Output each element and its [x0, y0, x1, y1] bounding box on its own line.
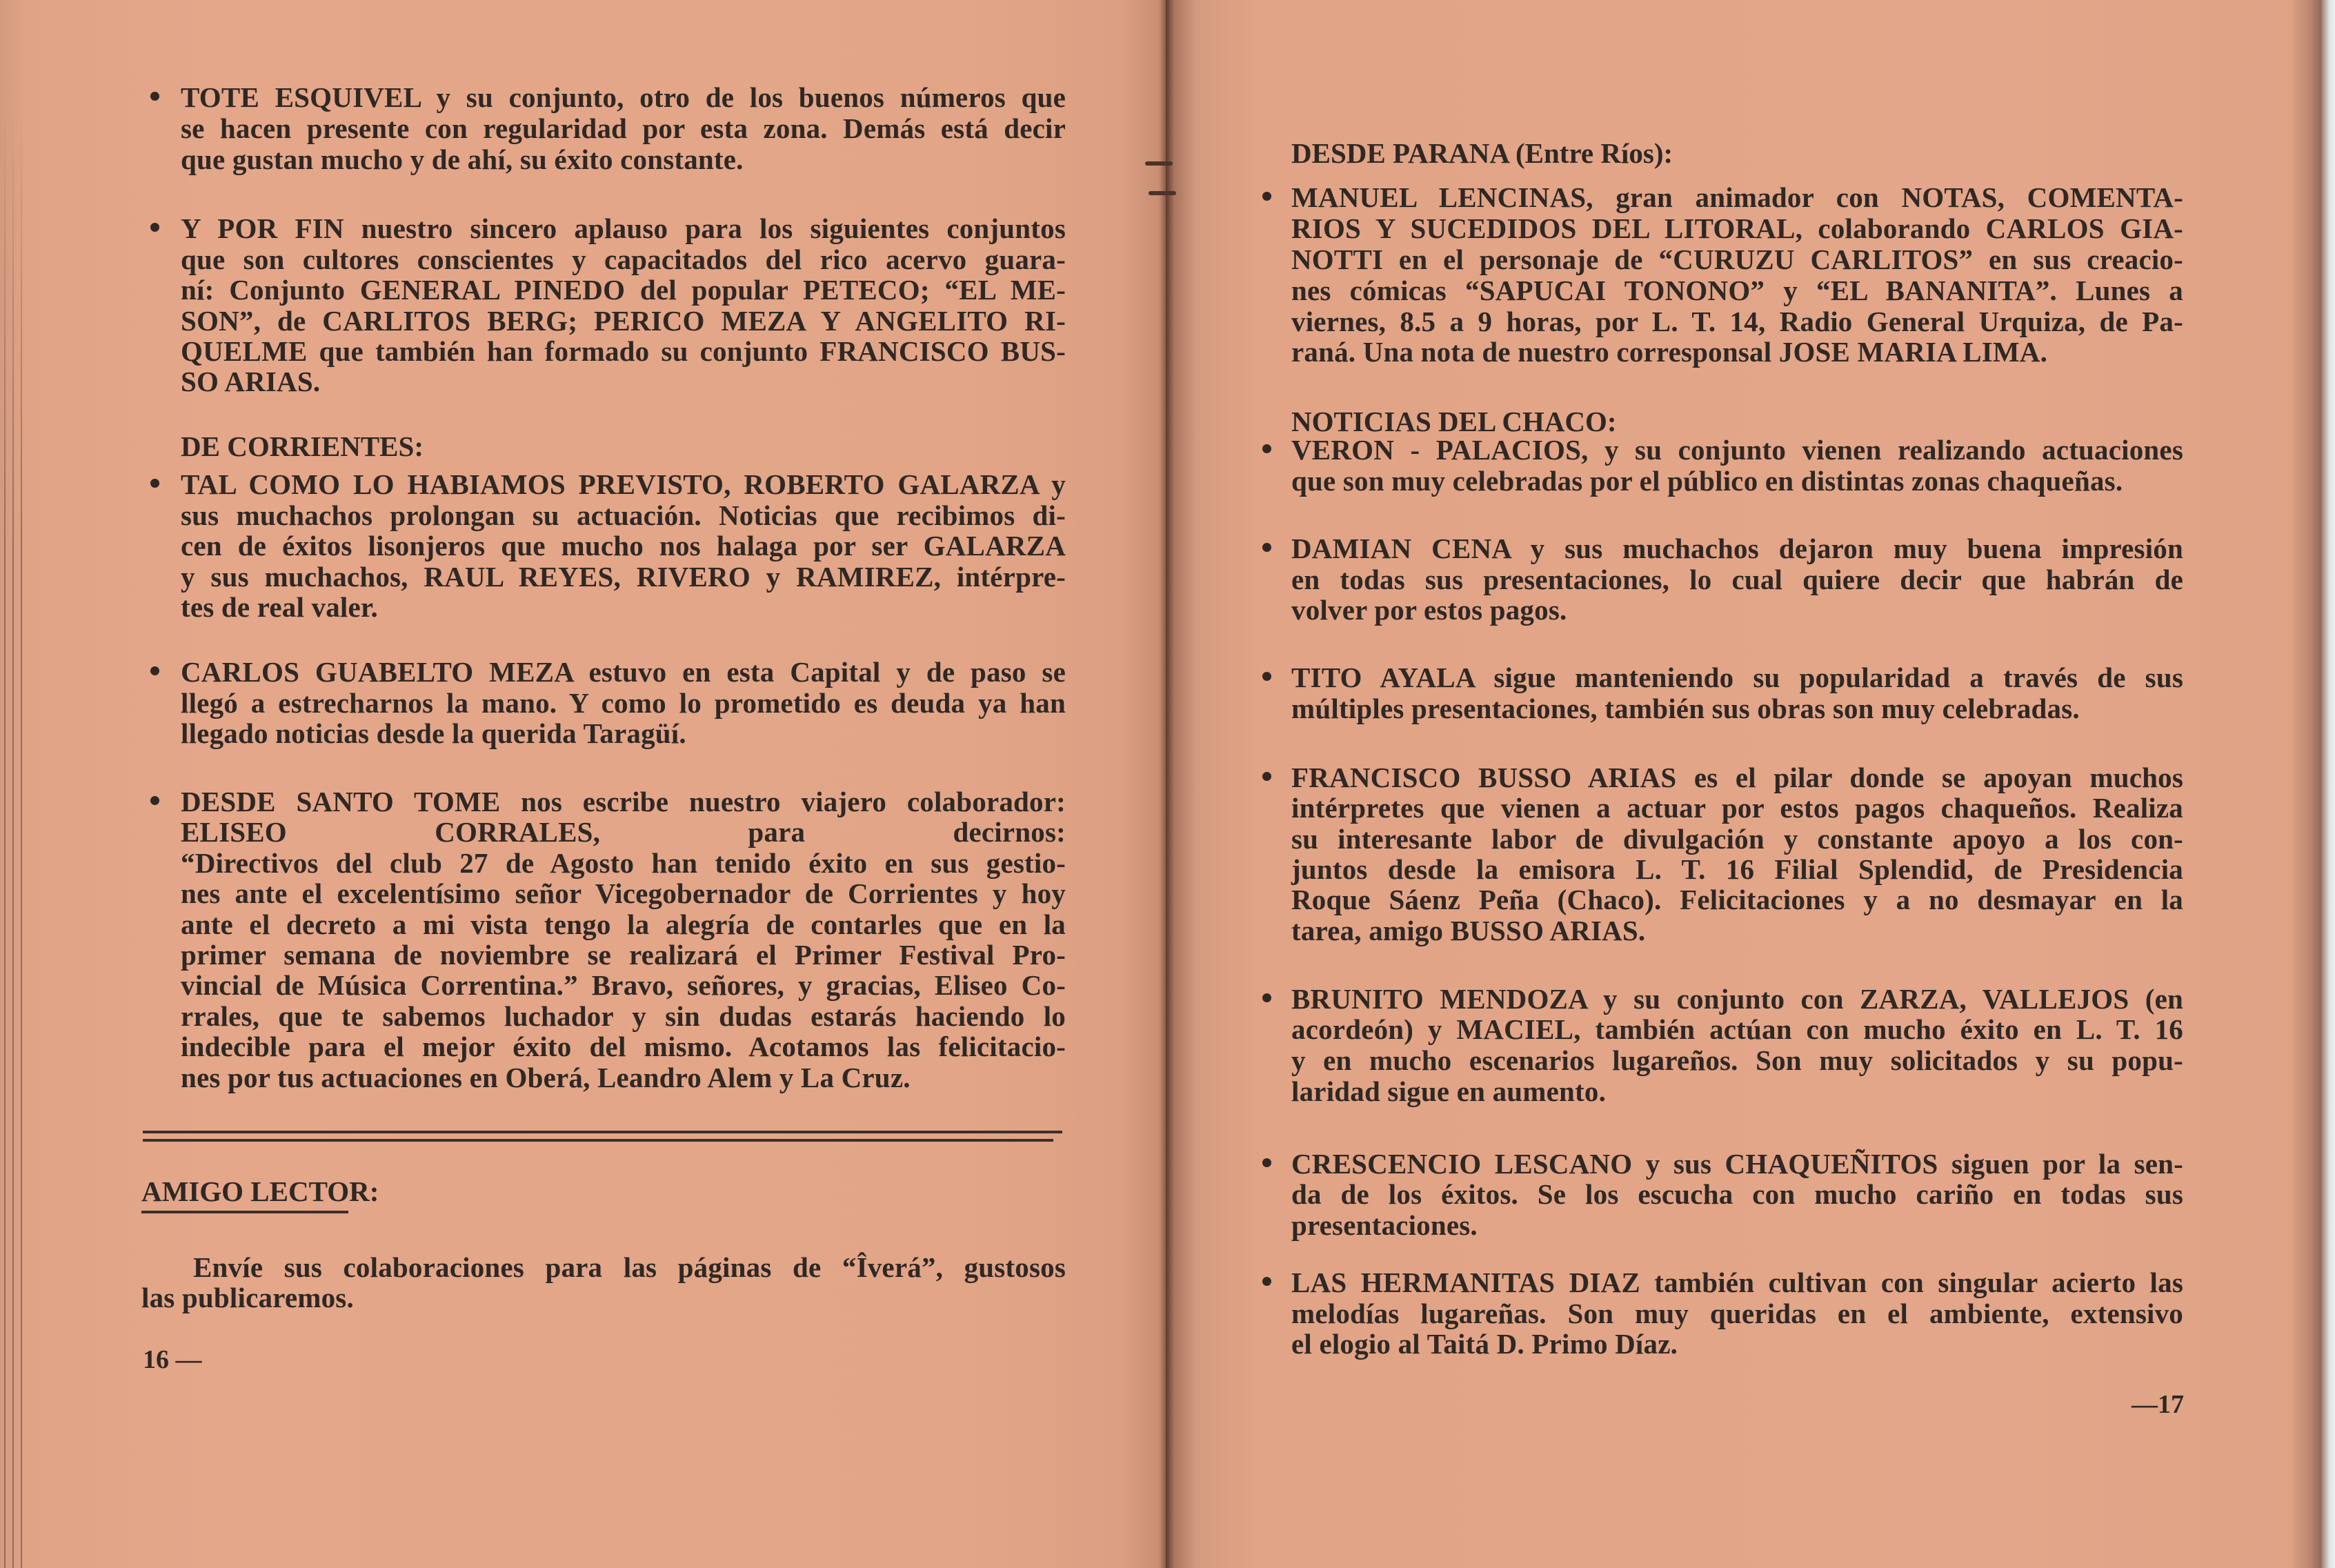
- text-line: ní: Conjunto GENERAL PINEDO del popular PETECO; “EL ME-: [181, 274, 1066, 306]
- text-line: indecible para el mejor éxito del mismo. Acotamos las felicitacio-: [181, 1031, 1066, 1062]
- text-line: en todas sus presentaciones, lo cual quiere decir que habrán de: [1291, 564, 2183, 595]
- text-line: TOTE ESQUIVEL y su conjunto, otro de los buenos números que: [181, 81, 1066, 113]
- right-page: [1166, 0, 2321, 1568]
- text-line: nes ante el excelentísimo señor Vicegobernador de Corrientes y hoy: [181, 877, 1066, 909]
- text-line: QUELME que también han formado su conjunto FRANCISCO BUS-: [181, 335, 1066, 367]
- text-line: que gustan mucho y de ahí, su éxito constante.: [181, 143, 744, 175]
- text-line: CARLOS GUABELTO MEZA estuvo en esta Capital y de paso se: [181, 656, 1066, 688]
- text-line: ELISEO CORRALES, para decirnos:: [181, 816, 1066, 848]
- double-rule-bottom: [143, 1139, 1053, 1142]
- text-line: su interesante labor de divulgación y constante apoyo a los con-: [1291, 823, 2183, 855]
- text-line: sus muchachos prolongan su actuación. Noticias que recibimos di-: [181, 499, 1066, 531]
- text-line: nes cómicas “SAPUCAI TONONO” y “EL BANANITA”. Lunes a: [1291, 275, 2183, 306]
- text-line: CRESCENCIO LESCANO y sus CHAQUEÑITOS siguen por la sen-: [1291, 1148, 2183, 1180]
- bullet-icon: [1262, 543, 1271, 552]
- text-line: MANUEL LENCINAS, gran animador con NOTAS, COMENTA-: [1291, 181, 2183, 213]
- text-line: viernes, 8.5 a 9 horas, por L. T. 14, Radio General Urquiza, de Pa-: [1291, 306, 2183, 337]
- text-line: LAS HERMANITAS DIAZ también cultivan con singular acierto las: [1291, 1267, 2183, 1298]
- text-line: DESDE SANTO TOME nos escribe nuestro viajero colaborador:: [181, 786, 1066, 817]
- text-line: FRANCISCO BUSSO ARIAS es el pilar donde se apoyan muchos: [1291, 762, 2183, 793]
- bullet-icon: [1262, 1158, 1271, 1167]
- text-line: raná. Una nota de nuestro corresponsal JOSE MARIA LIMA.: [1291, 336, 2048, 368]
- text-line: llegó a estrecharnos la mano. Y como lo prometido es deuda ya han: [181, 687, 1066, 719]
- text-line: ante el decreto a mi vista tengo la alegría de contarles que en la: [181, 909, 1066, 940]
- text-line: cen de éxitos lisonjeros que mucho nos halaga por ser GALARZA: [181, 530, 1066, 562]
- section-heading: DESDE PARANA (Entre Ríos):: [1291, 137, 1673, 169]
- reader-box-text-line: las publicaremos.: [141, 1282, 354, 1313]
- text-line: SON”, de CARLITOS BERG; PERICO MEZA Y ANGELITO RI-: [181, 305, 1066, 337]
- text-line: “Directivos del club 27 de Agosto han tenido éxito en sus gestio-: [181, 847, 1066, 879]
- text-line: llegado noticias desde la querida Taragüí.: [181, 717, 686, 749]
- reader-box-title: AMIGO LECTOR:: [141, 1175, 379, 1207]
- text-line: melodías lugareñas. Son muy queridas en el ambiente, extensivo: [1291, 1298, 2183, 1329]
- staple-bottom: [1149, 191, 1176, 195]
- text-line: se hacen presente con regularidad por esta zona. Demás está decir: [181, 112, 1066, 144]
- bullet-icon: [1262, 192, 1271, 201]
- text-line: nes por tus actuaciones en Oberá, Leandro Alem y La Cruz.: [181, 1062, 911, 1093]
- text-line: TITO AYALA sigue manteniendo su popularidad a través de sus: [1291, 662, 2183, 693]
- bullet-icon: [1262, 1277, 1271, 1286]
- bullet-icon: [150, 223, 159, 232]
- text-line: que son cultores conscientes y capacitados del rico acervo guara-: [181, 244, 1066, 275]
- text-line: juntos desde la emisora L. T. 16 Filial Splendid, de Presidencia: [1291, 853, 2183, 885]
- bullet-icon: [150, 666, 159, 675]
- text-line: TAL COMO LO HABIAMOS PREVISTO, ROBERTO GALARZA y: [181, 468, 1066, 500]
- text-line: tarea, amigo BUSSO ARIAS.: [1291, 915, 1646, 946]
- text-line: volver por estos pagos.: [1291, 594, 1567, 626]
- bullet-icon: [1262, 444, 1271, 453]
- text-line: vincial de Música Correntina.” Bravo, señores, y gracias, Eliseo Co-: [181, 969, 1066, 1001]
- text-line: el elogio al Taitá D. Primo Díaz.: [1291, 1328, 1678, 1360]
- reader-box-text-line: Envíe sus colaboraciones para las páginas de “Îverá”, gustosos: [193, 1251, 1066, 1283]
- bullet-icon: [1262, 993, 1271, 1002]
- text-line: Y POR FIN nuestro sincero aplauso para los siguientes conjuntos: [181, 212, 1066, 244]
- text-line: BRUNITO MENDOZA y su conjunto con ZARZA, VALLEJOS (en: [1291, 983, 2183, 1015]
- text-line: laridad sigue en aumento.: [1291, 1075, 1607, 1107]
- text-line: DAMIAN CENA y sus muchachos dejaron muy buena impresión: [1291, 533, 2183, 564]
- text-line: SO ARIAS.: [181, 366, 321, 397]
- page-number-left: 16 —: [143, 1345, 202, 1374]
- text-line: VERON - PALACIOS, y su conjunto vienen realizando actuaciones: [1291, 434, 2183, 466]
- bullet-icon: [1262, 772, 1271, 781]
- page-edge-stack: [0, 110, 28, 1568]
- text-line: intérpretes que vienen a actuar por estos pagos chaqueños. Realiza: [1291, 792, 2183, 824]
- left-page: [0, 0, 1166, 1568]
- text-line: primer semana de noviembre se realizará el Primer Festival Pro-: [181, 939, 1066, 971]
- section-heading: DE CORRIENTES:: [181, 430, 424, 462]
- text-line: múltiples presentaciones, también sus obras son muy celebradas.: [1291, 693, 2080, 724]
- text-line: que son muy celebradas por el público en distintas zonas chaqueñas.: [1291, 465, 2123, 497]
- double-rule-top: [143, 1131, 1062, 1133]
- reader-box-title-underline: [141, 1211, 348, 1213]
- text-line: rrales, que te sabemos luchador y sin dudas estarás haciendo lo: [181, 1000, 1066, 1032]
- bullet-icon: [150, 479, 159, 488]
- text-line: y en mucho escenarios lugareños. Son muy solicitados y su popu-: [1291, 1044, 2183, 1076]
- text-line: tes de real valer.: [181, 591, 378, 623]
- text-line: Roque Sáenz Peña (Chaco). Felicitaciones y a no desmayar en la: [1291, 884, 2183, 915]
- bullet-icon: [1262, 672, 1271, 681]
- text-line: RIOS Y SUCEDIDOS DEL LITORAL, colaborando CARLOS GIA-: [1291, 212, 2183, 244]
- page-number-right: —17: [2132, 1390, 2184, 1419]
- text-line: NOTTI en el personaje de “CURUZU CARLITOS” en sus creacio-: [1291, 244, 2183, 275]
- text-line: presentaciones.: [1291, 1209, 1478, 1241]
- text-line: y sus muchachos, RAUL REYES, RIVERO y RAMIREZ, intérpre-: [181, 561, 1066, 593]
- text-line: acordeón) y MACIEL, también actúan con mucho éxito en L. T. 16: [1291, 1013, 2183, 1045]
- bullet-icon: [150, 796, 159, 805]
- text-line: da de los éxitos. Se los escucha con mucho cariño en todas sus: [1291, 1178, 2183, 1210]
- staple-top: [1145, 161, 1173, 166]
- section-heading: NOTICIAS DEL CHACO:: [1291, 406, 1617, 437]
- page-edge-right: [2321, 0, 2335, 1568]
- bullet-icon: [150, 92, 159, 101]
